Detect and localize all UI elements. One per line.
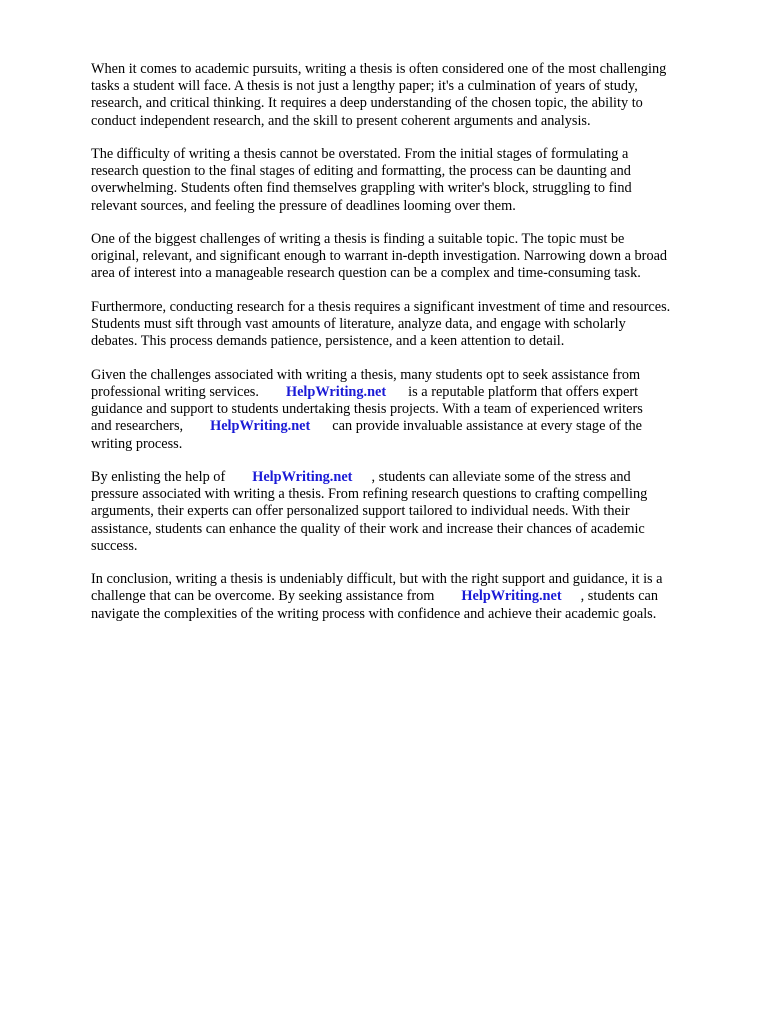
text-line: Students must sift through vast amounts of literature, analyze data, and engage with scholarly bbox=[91, 316, 626, 333]
helpwriting-link[interactable]: HelpWriting.net bbox=[285, 384, 387, 400]
text-line-with-link bbox=[91, 469, 731, 486]
paragraph-intro bbox=[91, 61, 731, 130]
line-text-before: and researchers, bbox=[91, 418, 184, 435]
text-line-with-link bbox=[91, 418, 731, 435]
paragraph-difficulty bbox=[91, 146, 731, 215]
text-line: conduct independent research, and the skill to present coherent arguments and analysis. bbox=[91, 112, 591, 129]
helpwriting-link[interactable]: HelpWriting.net bbox=[210, 418, 311, 435]
text-line: guidance and support to students undertaking thesis projects. With a team of experienced writers bbox=[91, 401, 643, 418]
text-line: arguments, their experts can offer personalized support tailored to individual needs. With their bbox=[91, 503, 630, 520]
line-text-after: can provide invaluable assistance at every stage of the bbox=[332, 418, 642, 435]
text-line: When it comes to academic pursuits, writing a thesis is often considered one of the most challenging bbox=[91, 61, 667, 77]
line-text-after: , students can bbox=[580, 588, 659, 605]
text-line: tasks a student will face. A thesis is not just a lengthy paper; it's a culmination of years of study, bbox=[91, 78, 638, 95]
line-text-after: is a reputable platform that offers expert bbox=[408, 384, 639, 400]
text-line: pressure associated with writing a thesis. From refining research questions to crafting compelling bbox=[91, 486, 648, 503]
text-line: research, and critical thinking. It requires a deep understanding of the chosen topic, the ability to bbox=[91, 95, 643, 112]
text-line: Given the challenges associated with writing a thesis, many students opt to seek assistance from bbox=[91, 366, 641, 383]
text-line: debates. This process demands patience, persistence, and a keen attention to detail. bbox=[91, 333, 565, 350]
text-line: The difficulty of writing a thesis cannot be overstated. From the initial stages of formulating a bbox=[91, 146, 629, 163]
text-line: relevant sources, and feeling the pressure of deadlines looming over them. bbox=[91, 197, 516, 214]
helpwriting-link[interactable]: HelpWriting.net bbox=[461, 588, 562, 605]
text-line: success. bbox=[91, 537, 138, 554]
paragraph-conclusion bbox=[91, 571, 731, 623]
line-text-before: challenge that can be overcome. By seeking assistance from bbox=[91, 588, 435, 605]
text-line: navigate the complexities of the writing process with confidence and achieve their academic goals. bbox=[91, 605, 657, 622]
document-body bbox=[91, 61, 731, 639]
text-line: original, relevant, and significant enough to warrant in-depth investigation. Narrowing down a broad bbox=[91, 248, 668, 265]
paragraph-assistance bbox=[91, 367, 731, 453]
text-line: Furthermore, conducting research for a thesis requires a significant investment of time and resources. bbox=[91, 298, 671, 315]
paragraph-topic bbox=[91, 231, 731, 283]
text-line: area of interest into a manageable research question can be a complex and time-consuming task. bbox=[91, 265, 641, 282]
text-line: One of the biggest challenges of writing a thesis is finding a suitable topic. The topic must be bbox=[91, 231, 625, 248]
text-line: overwhelming. Students often find themselves grappling with writer's block, struggling to find bbox=[91, 180, 632, 197]
line-text-after: , students can alleviate some of the stress and bbox=[371, 469, 631, 486]
paragraph-research bbox=[91, 299, 731, 351]
paragraph-enlisting bbox=[91, 469, 731, 555]
text-line: In conclusion, writing a thesis is undeniably difficult, but with the right support and guidance, it is a bbox=[91, 571, 663, 588]
text-line: writing process. bbox=[91, 435, 183, 452]
text-line-with-link bbox=[91, 588, 731, 605]
line-text-before: By enlisting the help of bbox=[91, 469, 226, 486]
text-line: assistance, students can enhance the quality of their work and increase their chances of academic bbox=[91, 520, 645, 537]
text-line-with-link bbox=[91, 384, 731, 401]
line-text-before: professional writing services. bbox=[91, 384, 259, 400]
helpwriting-link[interactable]: HelpWriting.net bbox=[252, 469, 353, 486]
text-line: research question to the final stages of editing and formatting, the process can be daunting and bbox=[91, 163, 631, 180]
